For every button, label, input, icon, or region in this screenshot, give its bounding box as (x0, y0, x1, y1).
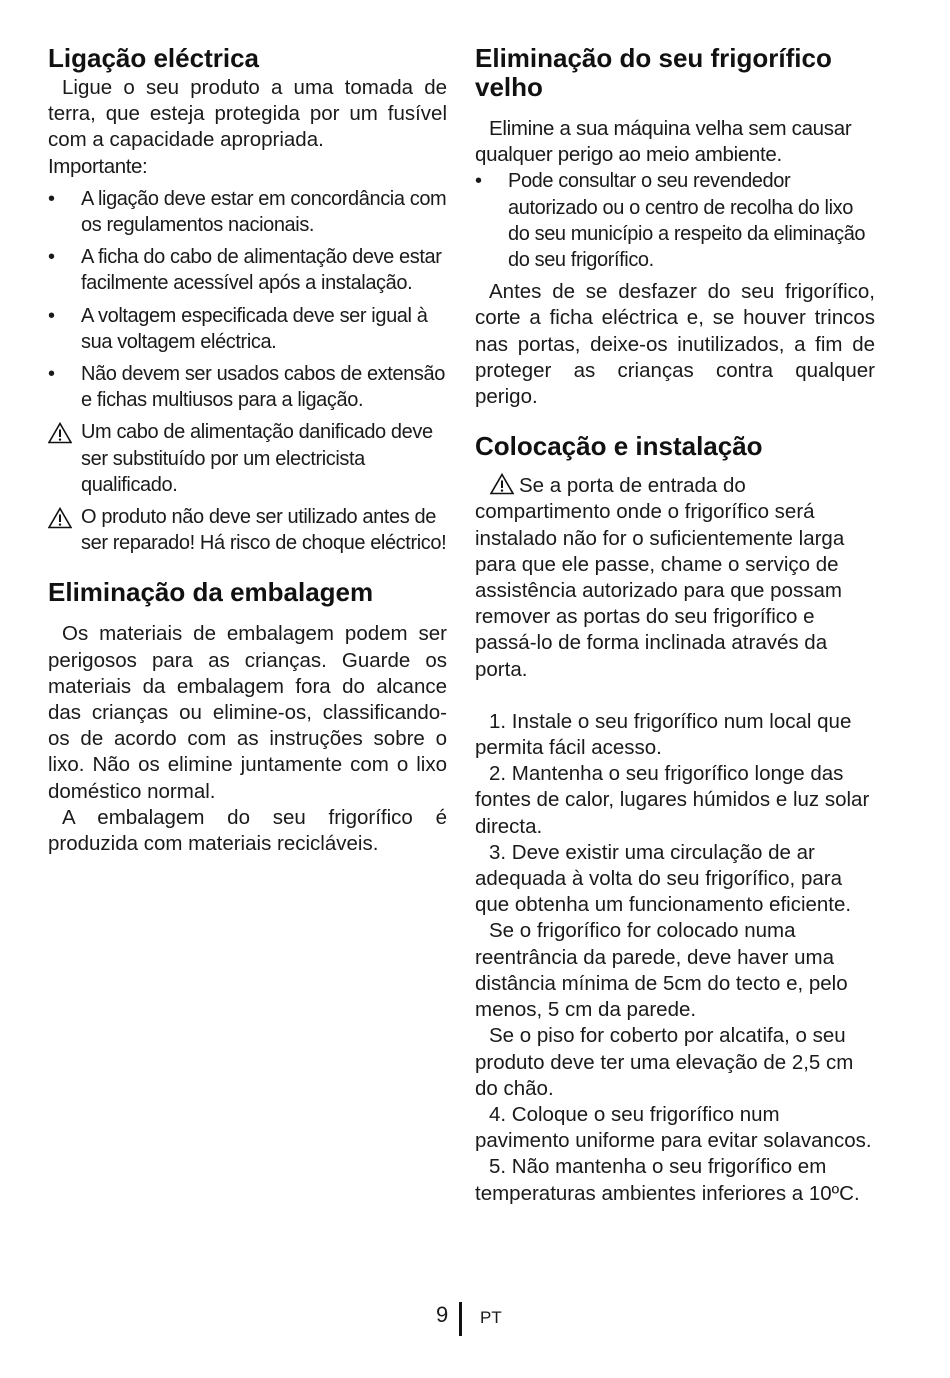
list-item: 3. Deve existir uma circulação de ar adequada à volta do seu frigorífico, para que obtenha um funcionamento eficiente. (475, 840, 852, 917)
heading-eliminacao-frigorifico-velho: Eliminação do seu frigorífico velho (475, 43, 832, 102)
importante-label: Importante: (48, 154, 148, 178)
velho-bullet-list (475, 168, 875, 273)
ligacao-bullet-list (48, 186, 447, 414)
page-number: 9 (436, 1302, 449, 1327)
language-code: PT (480, 1308, 502, 1327)
list-item: Se o frigorífico for colocado numa reentrância da parede, deve haver uma distância mínima de 5cm do tecto e, pelo menos, 5 cm da parede. (475, 919, 848, 1022)
list-item: • A ligação deve estar em concordância com os regulamentos nacionais. (48, 187, 447, 237)
bullet-icon: • (48, 363, 55, 386)
velho-paragraph-1: Elimine a sua máquina velha sem causar qualquer perigo ao meio ambiente. (475, 117, 852, 167)
warning-note: Um cabo de alimentação danificado deve ser substituído por um electricista qualificado. (48, 419, 447, 498)
footer-divider (459, 1302, 462, 1336)
list-item: 1. Instale o seu frigorífico num local que permita fácil acesso. (475, 709, 852, 760)
colocacao-warning: Se a porta de entrada do compartimento onde o frigorífico será instalado não for o suficientemente larga para que ele passe, chame o serviço de assistência autorizado para que possam remover as portas do seu frigorífico e passá-lo de forma inclinada através da porta. (475, 474, 845, 681)
list-item: 4. Coloque o seu frigorífico num pavimento uniforme para evitar solavancos. (475, 1102, 872, 1153)
warning-note: O produto não deve ser utilizado antes de ser reparado! Há risco de choque eléctrico! (48, 504, 447, 556)
list-item: • A voltagem especificada deve ser igual à sua voltagem eléctrica. (48, 304, 428, 353)
bullet-icon: • (475, 170, 482, 193)
bullet-icon: • (48, 187, 55, 210)
list-item: • A ficha do cabo de alimentação deve estar facilmente acessível após a instalação. (48, 246, 442, 295)
velho-paragraph-2: Antes de se desfazer do seu frigorífico, corte a ficha eléctrica e, se houver trincos nas portas, deixe-os inutilizados, a fim de proteger as crianças contra qualquer perigo. (475, 280, 875, 409)
heading-eliminacao-embalagem: Eliminação da embalagem (48, 577, 374, 608)
list-item: • Não devem ser usados cabos de extensão e fichas multiusos para a ligação. (48, 363, 445, 412)
installation-steps (475, 709, 875, 1207)
bullet-icon: • (48, 246, 55, 269)
left-column (48, 40, 447, 857)
list-item: 2. Mantenha o seu frigorífico longe das fontes de calor, lugares húmidos e luz solar directa. (475, 762, 870, 838)
heading-colocacao-instalacao: Colocação e instalação (475, 431, 763, 462)
warning-triangle-icon (48, 422, 72, 444)
list-item: • Pode consultar o seu revendedor autorizado ou o centro de recolha do lixo do seu município a respeito da eliminação do seu frigorífico. (475, 170, 866, 272)
right-column (475, 40, 875, 1207)
ligacao-intro: Ligue o seu produto a uma tomada de terra, que esteja protegida por um fusível com a capacidade apropriada. (48, 76, 447, 152)
list-item: 5. Não mantenha o seu frigorífico em temperaturas ambientes inferiores a 10ºC. (475, 1155, 860, 1205)
warning-triangle-icon (489, 473, 515, 495)
heading-ligacao-electrica: Ligação eléctrica (48, 43, 259, 73)
bullet-icon: • (48, 304, 55, 327)
warning-triangle-icon (48, 507, 72, 529)
embalagem-paragraph-2: A embalagem do seu frigorífico é produzida com materiais recicláveis. (48, 805, 447, 856)
embalagem-paragraph-1: Os materiais de embalagem podem ser perigosos para as crianças. Guarde os materiais da embalagem fora do alcance das crianças ou elimine-os, classificando-os de acordo com as instruções sobre o lixo. Não os elimine juntamente com o lixo doméstico normal. (48, 622, 447, 803)
list-item: Se o piso for coberto por alcatifa, o seu produto deve ter uma elevação de 2,5 cm do chão. (475, 1024, 854, 1100)
